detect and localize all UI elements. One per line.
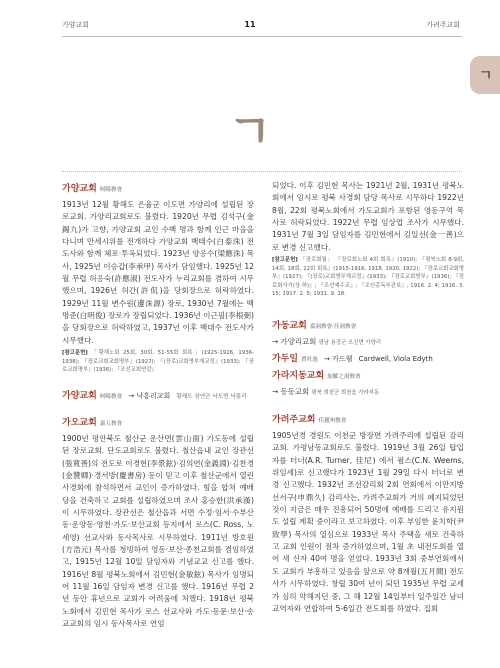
see-reference-location: Cardwell, Viola Edyth bbox=[358, 355, 433, 364]
see-reference: → 가양리교회 bbox=[272, 337, 317, 347]
entry-heading bbox=[62, 417, 254, 431]
chapter-divider bbox=[62, 171, 462, 172]
entry-title: 가동교회 bbox=[272, 321, 307, 332]
references-label: [참고문헌] bbox=[62, 350, 88, 357]
entry-heading bbox=[62, 183, 254, 197]
entry-body: 1905년경 경원도 이천군 방장면 가려주리에 설립된 감리교회. 가평남동교회로도 불렸다. 1919년 3월 26일 탑입자를 터너(A.R. Turner, 佳尼) 에서 윔스(C.N. Weems, 위임세)로 신고했다가 1923년 1월 29일 다시 터너로 변경 신고했다. 1932년 조선감리회 2회 연회에서 이만지방 선서구(申鼎久) 감리사는, 가려주교회가 거의 폐지되었던 것이 지금은 매우 진흥되어 50명에 예배를 드리고 유지원도 설립 계획 중이라고 보고하였다. 이후 부임한 윤치학(尹致學) 목사의 열심으로 1933년 목사 주택을 새로 건축하고 교회 인원이 점차 증가하였으며, 1월 초 내전도회를 열어 새 신자 40여 명을 얻었다. 1933년 3회 중부연회에서도 교회가 부흥하고 있음을 앞으로 약 8개월(五月間) 전도사가 시무하였다. 창립 30여 년이 되던 1935년 무렵 교세가 심히 약해지던 중, 그 해 12월 14일부터 일주일간 남녀 교역자와 연합하여 5-6일간 전도회를 하였다. 집회 bbox=[272, 431, 464, 613]
see-reference-location: 평북 희천군 희천읍 가라지동 bbox=[311, 390, 380, 397]
references-text: 「황해노회 25회, 30회, 51-55회 회록」(1925-1926, 1936-1938); 『장로교회교회명부』(1927); 『(장로)교회명부재교정』(1933); 『장로교회명부』(1936); 『조선교회연감』 bbox=[62, 350, 254, 374]
see-reference-line bbox=[272, 336, 464, 349]
see-reference-line bbox=[272, 386, 464, 399]
header-left-title: 가양교회 bbox=[62, 21, 90, 29]
entry-hanja: 柯陽敎會 bbox=[99, 187, 123, 193]
entry-title: 가라지동교회 bbox=[272, 371, 325, 382]
entry-hanja: 嘉五敎會 bbox=[99, 420, 123, 427]
see-reference: → 카드웰 bbox=[324, 355, 353, 364]
left-column bbox=[62, 180, 254, 632]
see-reference: → 낙흥리교회 bbox=[128, 391, 171, 400]
entry-heading bbox=[272, 353, 464, 367]
entry-hanja: 賈杜逸 bbox=[301, 357, 318, 364]
entry-references bbox=[272, 256, 464, 299]
entry-title: 가려주교회 bbox=[272, 415, 316, 426]
right-column bbox=[272, 180, 464, 617]
entry-hanja: 佳麗州敎會 bbox=[318, 418, 347, 425]
chapter-letter: ㄱ bbox=[227, 104, 273, 158]
entry-body: 1900년 평안북도 철산군 운산면(雲山面) 가도동에 설립된 장로교회. 단도교회로도 불렸다. 철산읍내 교인 장관선(張寬善)의 전도로 이경현(李景鉉)·김의연(金義淵)·김찬경(金贊卿)·경서방(慶書房) 등이 믿고 이후 철산군에서 열린 사경회에 참석하면서 교인이 증가하였다. 힘을 합쳐 예배당을 건축하고 교회를 설립하였으며 조사 홍승한(洪承漢)이 시무하였다. 장관선은 철산읍과 서면 수정·임서·수부산동·운양동·영천·가도·보산교회 등지에서 로스(C. Ross, 노세영) 선교사와 동사목사로 시무하였다. 1911년 방호원(方浩元) 목사를 청빙하여 영동·보산·종천교회를 겸임하였고, 1915년 12월 10일 담임자와 기념교교 신고를 했다. 1916년 8월 평북노회에서 김민현(金敏鉉) 목사가 임명되어 11월 16일 담임자 변경 신고를 했다. 1916년 무렵 2년 동안 휴년으로 교회가 어려움에 처했다. 1918년 평북노회에서 김민현 목사가 로스 선교사와 가도·동문·보산·송교교회의 임시 동사목사로 연임 bbox=[62, 433, 254, 629]
entry-title: 가오교회 bbox=[62, 417, 97, 428]
references-label: [참고문헌] bbox=[272, 257, 298, 264]
entry-heading bbox=[272, 370, 464, 384]
entry-heading bbox=[272, 414, 464, 428]
running-header bbox=[0, 20, 500, 34]
entry-references bbox=[62, 349, 254, 375]
entry-title: 가양교회 bbox=[62, 390, 97, 401]
header-right-title: 가려주교회 bbox=[426, 21, 460, 29]
see-reference-location: 평남 용강군 오신면 가양리 bbox=[318, 340, 382, 347]
references-text: 「장로회월」 『장로회노회 4회 회록』(1910); 『평북노회 8-9회, 14회, 18회, 22회 회록』(1915-1916, 1918, 1920, 1922); 『장로교회교회명부』(1927); 『(장로)교회명부재교정』(1933); 『장로교회명부』(1936); 『장로회사기(상·하)』; 『조선예수교』; 『조선총독부관보』, 1916. 2. 4; 1916. 3. 15; 1917. 2. 5; 1931. 9. 18. bbox=[272, 257, 464, 298]
section-index-tab bbox=[470, 56, 500, 94]
entry-title: 가양교회 bbox=[62, 184, 97, 194]
section-index-letter: ㄱ bbox=[479, 68, 493, 84]
entry-body: 1913년 12월 황해도 은율군 이도면 가양리에 설립된 장로교회. 가양리교회로도 불렸다. 1920년 무렵 김석구(金錫九)가 고향, 가양교회 교인 수백 명과 함께 인근 마을을 다니며 만세시위를 전개하다 가양교회 백태수(白泰洙) 전도사와 함께 체포·투옥되었다. 1923년 양응수(梁應洙) 목사, 1925년 이승갑(李承甲) 목사가 담임했다. 1925년 12월 무렵 허응숙(許應淑) 전도사가 누리교회를 겸하여 시무했으며, 1926년 허간(許侃)을 당회장으로 허락하였다. 1929년 11월 변수원(邊洙源) 장로, 1930년 7월에는 백명준(白明俊) 장로가 장립되었다. 1936년 이근필(李根弼)을 당회장으로 허락하였고, 1937년 이후 백대수 전도사가 시무했다. bbox=[62, 200, 254, 345]
entry-heading bbox=[272, 320, 464, 334]
entry-hanja: 柯陽敎會 bbox=[99, 393, 123, 400]
see-reference-location: 황해도 장연군 낙도면 낙흥리 bbox=[176, 393, 247, 400]
entry-hanja: 嘉洞敎會·佳洞敎會 bbox=[309, 324, 357, 331]
see-reference: → 동동교회 bbox=[272, 387, 310, 397]
entry-hanja: 加羅之洞敎會 bbox=[327, 374, 361, 381]
entry-title: 가두일 bbox=[272, 354, 299, 365]
entry-heading bbox=[62, 390, 254, 404]
entry-body-continued: 되었다. 이후 김민현 목사는 1921년 2월, 1931년 평북노회에서 임시로 평북 사경회 담당 목사로 시무하다 1922년 8월, 22회 평북노회에서 가도교회가 포함된 영동구역 목사로 허락되었다. 1922년 무렵 임상업 조사가 시무했다. 1931년 7월 3일 담임자를 김민현에서 김일선(金一善)으로 변경 신고했다. bbox=[272, 181, 464, 252]
page-number: 11 bbox=[244, 20, 256, 29]
header-divider bbox=[62, 36, 462, 37]
